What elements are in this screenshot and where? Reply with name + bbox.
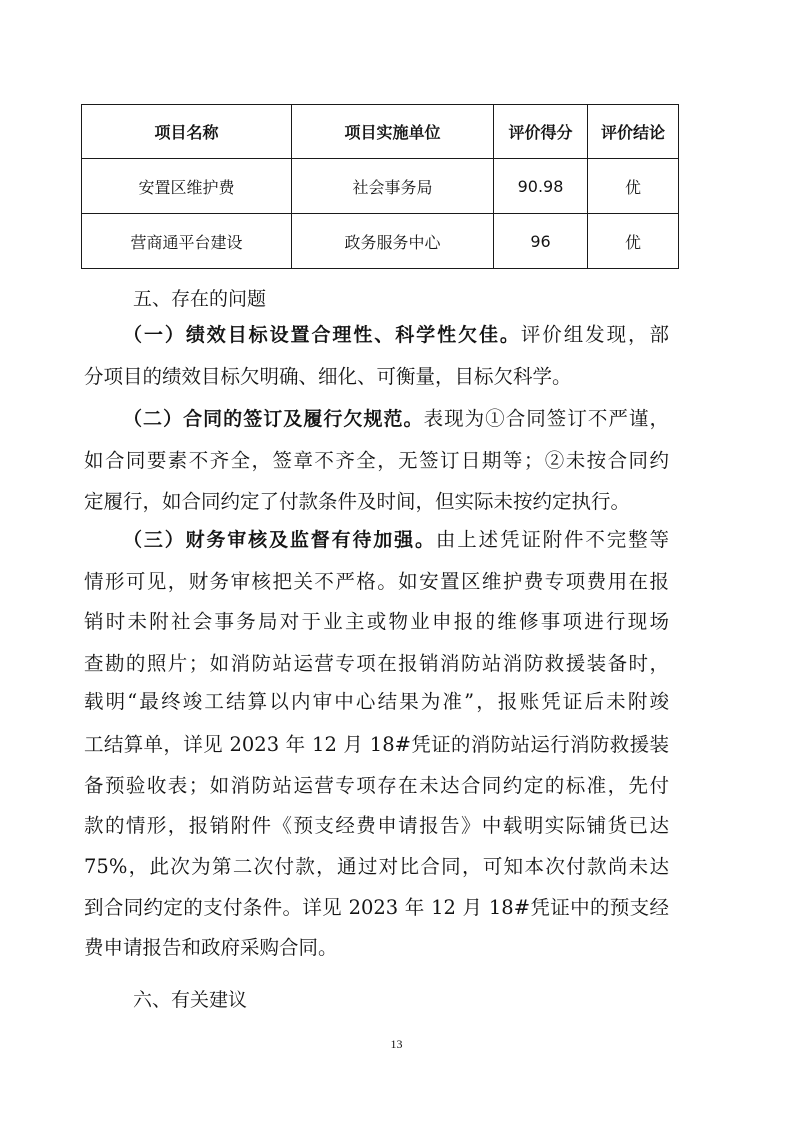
paragraph-text: 表现为①合同签订不严谨， [423,407,669,430]
paragraph-line: 款的情形，报销附件《预支经费申请报告》中载明实际铺货已达 [84,814,669,837]
section-heading-problems: 五、存在的问题 [133,288,267,310]
paragraph-line [123,527,669,553]
table-row [82,159,679,214]
section-heading-suggestions: 六、有关建议 [133,989,248,1011]
paragraph-line: 费申请报告和政府采购合同。 [84,936,338,959]
paragraph-line: 查勘的照片；如消防站运营专项在报销消防站消防救援装备时， [84,652,669,675]
cell-score: 90.98 [494,159,588,214]
cell-implementing-unit: 社会事务局 [292,159,494,214]
cell-project-name: 安置区维护费 [82,159,292,214]
paragraph-line: 如合同要素不齐全，签章不齐全，无签订日期等；②未按合同约 [84,449,669,472]
subheading-performance-targets: （一）绩效目标设置合理性、科学性欠佳。 [123,324,521,346]
paragraph-line: 到合同约定的支付条件。详见 2023 年 12 月 18#凭证中的预支经 [84,896,669,919]
cell-implementing-unit: 政务服务中心 [292,214,494,269]
page-number: 13 [390,1037,403,1051]
paragraph-line: 备预验收表；如消防站运营专项存在未达合同约定的标准，先付 [84,774,669,797]
subheading-contracts: （二）合同的签订及履行欠规范。 [123,408,424,430]
paragraph-line: 75%，此次为第二次付款，通过对比合同，可知本次付款尚未达 [84,855,669,878]
table-row [82,214,679,269]
paragraph-line [123,322,669,348]
cell-project-name: 营商通平台建设 [82,214,292,269]
paragraph-line: 销时未附社会事务局对于业主或物业申报的维修事项进行现场 [84,610,669,633]
paragraph-text: 评价组发现，部 [520,323,669,346]
cell-conclusion: 优 [588,159,679,214]
header-score: 评价得分 [494,105,588,159]
subheading-financial-review: （三）财务审核及监督有待加强。 [123,529,436,551]
paragraph-line: 载明“最终竣工结算以内审中心结果为准”，报账凭证后未附竣 [84,690,669,713]
paragraph-line: 分项目的绩效目标欠明确、细化、可衡量，目标欠科学。 [84,365,572,388]
paragraph-text: 由上述凭证附件不完整等 [435,528,669,551]
cell-score: 96 [494,214,588,269]
paragraph-line: 工结算单，详见 2023 年 12 月 18#凭证的消防站运行消防救援装 [84,733,669,756]
paragraph-line: 定履行，如合同约定了付款条件及时间，但实际未按约定执行。 [84,490,631,513]
header-project-name: 项目名称 [82,105,292,159]
header-conclusion: 评价结论 [588,105,679,159]
evaluation-table [81,104,679,269]
header-implementing-unit: 项目实施单位 [292,105,494,159]
paragraph-line: 情形可见，财务审核把关不严格。如安置区维护费专项费用在报 [84,570,669,593]
cell-conclusion: 优 [588,214,679,269]
paragraph-line [123,406,669,432]
table-header-row [82,105,679,159]
